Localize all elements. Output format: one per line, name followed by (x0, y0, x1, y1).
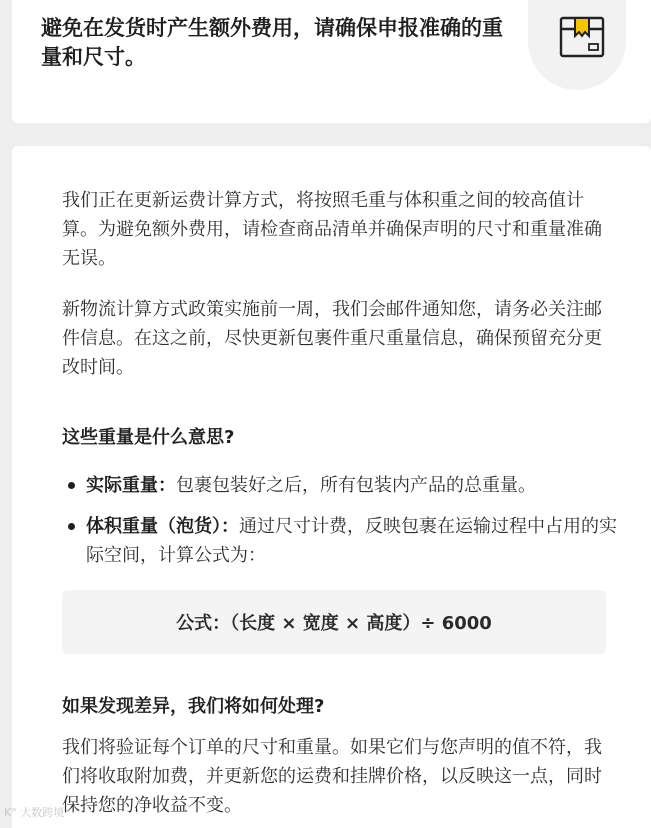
list-item-volumetric-weight (68, 512, 634, 570)
bullet-text: 通过尺寸计费，反映包裹在运输过程中占用的实际空间，计算公式为： (86, 516, 617, 566)
discrepancy-paragraph: 我们将验证每个订单的尺寸和重量。如果它们与您声明的值不符，我们将收取附加费，并更新您的运费和挂牌价格，以反映这一点，同时保持您的净收益不变。 (62, 737, 602, 816)
formula-text: 公式：（长度 × 宽度 × 高度）÷ 6000 (176, 613, 492, 634)
discrepancy-heading: 如果发现差异，我们将如何处理? (62, 696, 325, 717)
intro-paragraph: 我们正在更新运费计算方式，将按照毛重与体积重之间的较高值计算。为避免额外费用，请检查商品清单并确保声明的尺寸和重量准确无误。 (62, 190, 602, 269)
policy-content (12, 146, 651, 828)
bullet-term: 实际重量： (86, 475, 176, 496)
list-item-actual-weight (68, 471, 634, 500)
bullet-icon (68, 482, 75, 489)
bullet-term: 体积重量（泡货）： (86, 516, 239, 537)
notice-title: 避免在发货时产生额外费用，请确保申报准确的重量和尺寸。 (41, 16, 503, 69)
bullet-text: 包裹包装好之后，所有包装内产品的总重量。 (176, 475, 536, 496)
notice-banner (12, 0, 651, 123)
icon-badge (528, 0, 626, 90)
watermark: K° 大数跨境 (4, 806, 65, 819)
notice-paragraph: 新物流计算方式政策实施前一周，我们会邮件通知您，请务必关注邮件信息。在这之前，尽快更新包裹件重尺重量信息，确保预留充分更改时间。 (62, 299, 602, 378)
bullet-icon (68, 523, 75, 530)
package-box-icon (559, 14, 605, 60)
formula-box (62, 590, 606, 654)
weights-heading: 这些重量是什么意思? (62, 427, 235, 448)
